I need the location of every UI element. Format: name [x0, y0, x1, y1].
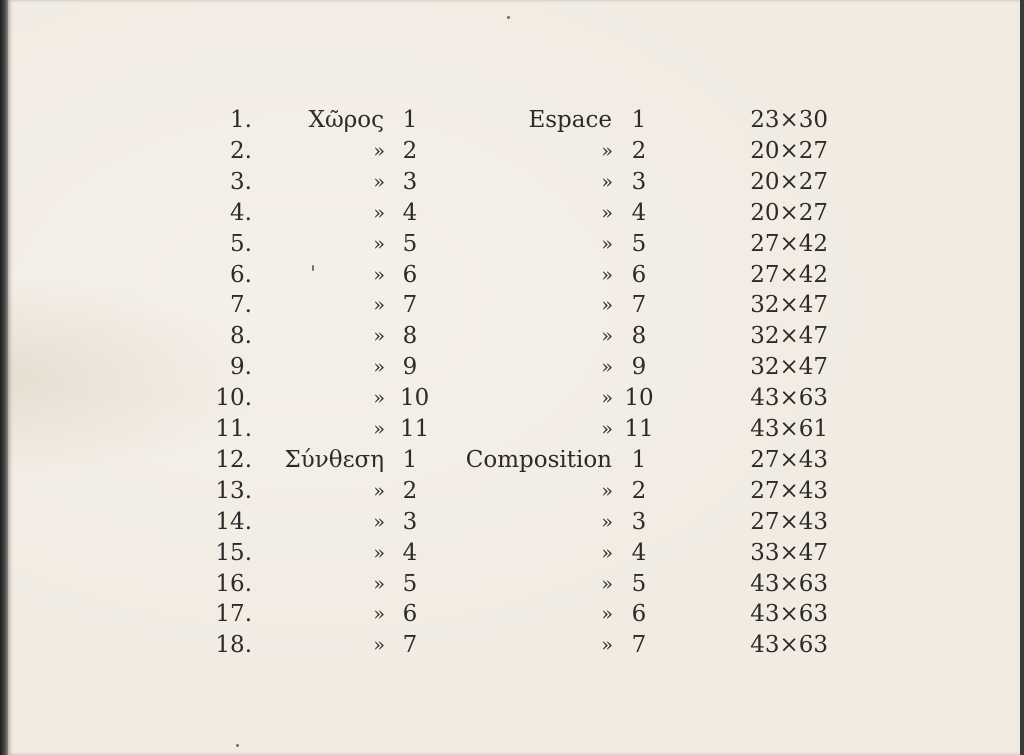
greek-series-number: 8	[402, 323, 418, 350]
greek-series-number: 2	[402, 477, 418, 504]
catalog-row	[0, 569, 1024, 600]
french-title: »	[601, 325, 612, 348]
greek-series-number: 10	[400, 385, 430, 412]
french-series-number: 4	[631, 199, 647, 226]
french-series-number: 2	[631, 137, 647, 164]
catalog-number: 15.	[215, 539, 252, 566]
catalog-number: 13.	[215, 477, 252, 504]
dimensions: 27×43	[750, 477, 828, 504]
greek-series-number: 4	[402, 539, 418, 566]
catalog-row	[0, 229, 1024, 260]
dimensions: 32×47	[750, 323, 828, 350]
catalog-row	[0, 476, 1024, 507]
greek-title: Σύνθεση	[284, 446, 384, 473]
french-series-number: 5	[631, 230, 647, 257]
dimensions: 43×63	[750, 601, 828, 628]
dimensions: 32×47	[750, 354, 828, 381]
dimensions: 32×47	[750, 292, 828, 319]
dimensions: 33×47	[750, 539, 828, 566]
french-title: »	[601, 603, 612, 626]
french-title: »	[601, 541, 612, 564]
french-title: »	[601, 170, 612, 193]
french-title: »	[601, 356, 612, 379]
greek-title: »	[373, 325, 384, 348]
greek-series-number: 1	[402, 446, 418, 473]
greek-title: Χῶρος	[308, 107, 384, 133]
dimensions: 43×61	[750, 416, 828, 442]
french-series-number: 11	[624, 416, 654, 442]
greek-title: »	[373, 603, 384, 626]
french-series-number: 3	[631, 508, 647, 535]
greek-series-number: 3	[402, 508, 418, 535]
dimensions: 23×30	[750, 107, 828, 133]
greek-series-number: 9	[402, 354, 418, 381]
french-series-number: 4	[631, 539, 647, 566]
greek-title: »	[373, 418, 384, 440]
french-series-number: 9	[631, 354, 647, 381]
catalog-number: 10.	[215, 385, 252, 412]
french-title: »	[601, 201, 612, 224]
greek-series-number: 7	[402, 292, 418, 319]
catalog-row	[0, 105, 1024, 136]
greek-title: »	[373, 541, 384, 564]
catalog-number: 6.	[230, 261, 252, 288]
catalog-number: 2.	[230, 137, 252, 164]
catalog-number: 9.	[230, 354, 252, 381]
french-title: »	[601, 510, 612, 533]
french-title: »	[601, 263, 612, 286]
greek-series-number: 6	[402, 261, 418, 288]
catalog-number: 7.	[230, 292, 252, 319]
french-series-number: 8	[631, 323, 647, 350]
catalog-number: 5.	[230, 230, 252, 257]
catalog-number: 8.	[230, 323, 252, 350]
catalog-row	[0, 167, 1024, 198]
greek-series-number: 2	[402, 137, 418, 164]
french-series-number: 7	[631, 292, 647, 319]
catalog-row	[0, 414, 1024, 445]
dimensions: 20×27	[750, 199, 828, 226]
catalog-row	[0, 599, 1024, 630]
catalog-row	[0, 321, 1024, 352]
french-title: »	[601, 634, 612, 657]
dimensions: 43×63	[750, 385, 828, 412]
catalog-number: 17.	[215, 601, 252, 628]
catalog-number: 3.	[230, 168, 252, 195]
catalog-row	[0, 507, 1024, 538]
catalog-row	[0, 630, 1024, 661]
greek-title: »	[373, 356, 384, 379]
french-title: »	[601, 294, 612, 317]
catalog-number: 16.	[215, 570, 252, 597]
greek-title: »	[373, 634, 384, 657]
greek-series-number: 11	[400, 416, 430, 442]
greek-series-number: 5	[402, 230, 418, 257]
greek-title: »	[373, 232, 384, 255]
french-series-number: 1	[631, 107, 647, 133]
catalog-row	[0, 198, 1024, 229]
french-series-number: 5	[631, 570, 647, 597]
greek-title: »	[373, 387, 384, 410]
catalog-number: 1.	[230, 107, 252, 133]
catalog-number: 11.	[215, 416, 252, 442]
dimensions: 20×27	[750, 168, 828, 195]
french-title: Espace	[528, 107, 612, 133]
catalog-row	[0, 538, 1024, 569]
french-series-number: 3	[631, 168, 647, 195]
greek-title: »	[373, 572, 384, 595]
catalog-number: 12.	[215, 446, 252, 473]
french-series-number: 2	[631, 477, 647, 504]
greek-series-number: 1	[402, 107, 418, 133]
french-title: »	[601, 139, 612, 162]
catalog-row	[0, 383, 1024, 414]
greek-title: »	[373, 479, 384, 502]
french-title: »	[601, 418, 612, 440]
dimensions: 27×43	[750, 508, 828, 535]
french-title: »	[601, 572, 612, 595]
greek-title: »	[373, 510, 384, 533]
dimensions: 20×27	[750, 137, 828, 164]
catalog-number: 14.	[215, 508, 252, 535]
greek-series-number: 6	[402, 601, 418, 628]
greek-title: »	[373, 294, 384, 317]
french-series-number: 6	[631, 601, 647, 628]
greek-title: »	[373, 263, 384, 286]
french-series-number: 1	[631, 446, 647, 473]
french-title: »	[601, 387, 612, 410]
greek-series-number: 4	[402, 199, 418, 226]
dimensions: 27×42	[750, 230, 828, 257]
dimensions: 27×43	[750, 446, 828, 473]
dimensions: 43×63	[750, 570, 828, 597]
catalog-number: 4.	[230, 199, 252, 226]
catalog-row	[0, 352, 1024, 383]
dimensions: 43×63	[750, 632, 828, 659]
french-series-number: 10	[624, 385, 654, 412]
greek-title: »	[373, 201, 384, 224]
french-title: »	[601, 479, 612, 502]
catalog-row	[0, 136, 1024, 167]
catalog-row	[0, 290, 1024, 321]
greek-series-number: 5	[402, 570, 418, 597]
french-series-number: 7	[631, 632, 647, 659]
greek-title: »	[373, 139, 384, 162]
catalog-row	[0, 260, 1024, 291]
french-series-number: 6	[631, 261, 647, 288]
catalog-row	[0, 445, 1024, 476]
french-title: »	[601, 232, 612, 255]
greek-title: »	[373, 170, 384, 193]
greek-series-number: 3	[402, 168, 418, 195]
greek-series-number: 7	[402, 632, 418, 659]
dimensions: 27×42	[750, 261, 828, 288]
french-title: Composition	[465, 446, 612, 473]
catalog-number: 18.	[215, 632, 252, 659]
